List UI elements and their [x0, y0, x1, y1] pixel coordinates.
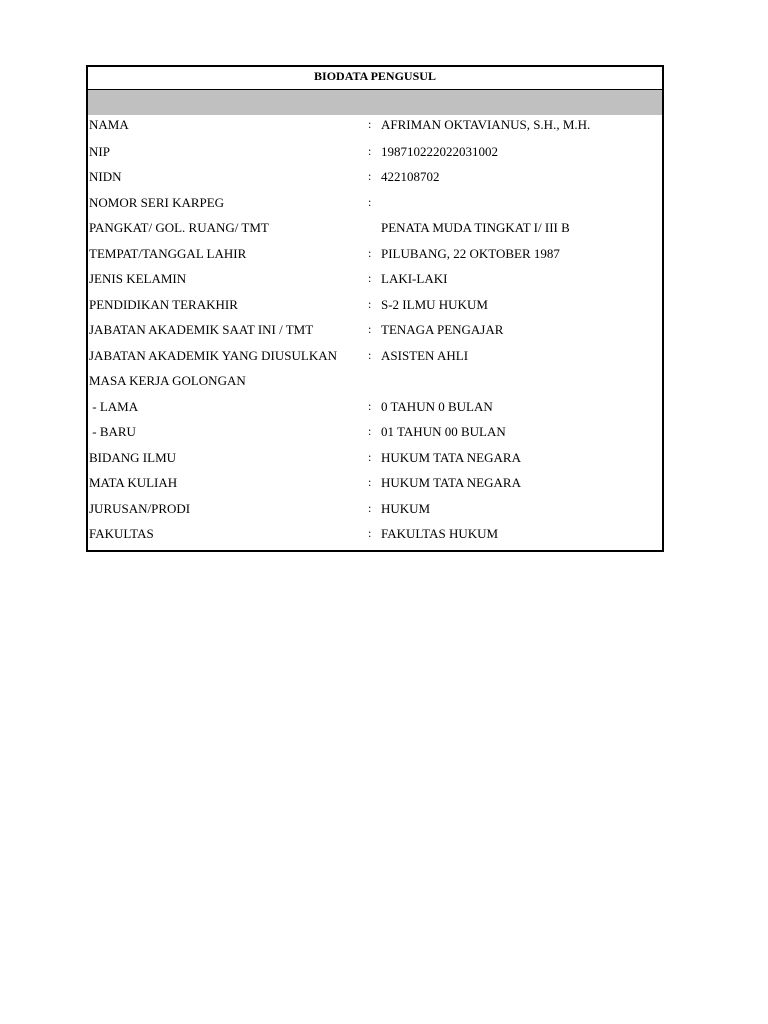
- field-separator: :: [368, 169, 372, 183]
- field-label: TEMPAT/TANGGAL LAHIR: [89, 245, 247, 261]
- field-label: NIDN: [89, 169, 122, 184]
- field-separator: :: [368, 117, 372, 131]
- field-label: NAMA: [89, 117, 129, 132]
- table-row: [88, 421, 662, 447]
- field-separator: :: [368, 398, 372, 413]
- field-separator: :: [368, 143, 372, 158]
- field-value: 422108702: [381, 169, 440, 184]
- field-value: AFRIMAN OKTAVIANUS, S.H., M.H.: [381, 117, 591, 132]
- field-separator: :: [368, 424, 372, 438]
- table-row: [88, 141, 662, 167]
- field-value: PENATA MUDA TINGKAT I/ III B: [381, 220, 570, 235]
- field-value: 0 TAHUN 0 BULAN: [381, 398, 493, 414]
- field-separator: :: [368, 347, 372, 362]
- table-row: [88, 370, 662, 396]
- field-separator: :: [368, 245, 372, 260]
- field-label: JURUSAN/PRODI: [89, 500, 191, 516]
- field-label: - LAMA: [89, 398, 139, 414]
- field-separator: :: [368, 475, 372, 489]
- table-row: [88, 243, 662, 269]
- table-row: [88, 268, 662, 294]
- field-value: HUKUM: [381, 500, 431, 516]
- field-separator: :: [368, 194, 372, 209]
- field-separator: :: [368, 449, 372, 464]
- field-value: FAKULTAS HUKUM: [381, 526, 499, 541]
- field-label: NIP: [89, 143, 110, 159]
- table-title: BIODATA PENGUSUL: [88, 67, 662, 90]
- field-label: - BARU: [89, 424, 136, 439]
- table-row: [88, 523, 662, 549]
- field-label: MASA KERJA GOLONGAN: [89, 373, 246, 388]
- field-label: MATA KULIAH: [89, 475, 178, 490]
- field-label: BIDANG ILMU: [89, 449, 177, 465]
- field-value: HUKUM TATA NEGARA: [381, 475, 521, 490]
- field-separator: :: [368, 500, 372, 515]
- field-value: TENAGA PENGAJAR: [381, 322, 504, 337]
- field-separator: :: [368, 322, 372, 336]
- field-value: PILUBANG, 22 OKTOBER 1987: [381, 245, 560, 261]
- field-value: LAKI-LAKI: [381, 271, 448, 286]
- table-row: [88, 192, 662, 218]
- field-value: ASISTEN AHLI: [381, 347, 469, 363]
- field-label: PENDIDIKAN TERAKHIR: [89, 296, 238, 312]
- field-value: S-2 ILMU HUKUM: [381, 296, 488, 312]
- table-row: [88, 166, 662, 192]
- field-label: FAKULTAS: [89, 526, 154, 541]
- table-row: [88, 498, 662, 524]
- field-value: HUKUM TATA NEGARA: [381, 449, 521, 465]
- field-value: 01 TAHUN 00 BULAN: [381, 424, 506, 439]
- field-separator: :: [368, 296, 372, 311]
- table-row: [88, 217, 662, 243]
- table-row: [88, 319, 662, 345]
- table-row: [88, 396, 662, 422]
- field-label: PANGKAT/ GOL. RUANG/ TMT: [89, 220, 269, 235]
- field-label: JENIS KELAMIN: [89, 271, 187, 286]
- field-separator: :: [368, 526, 372, 540]
- field-label: NOMOR SERI KARPEG: [89, 194, 225, 210]
- header-band: [88, 90, 662, 115]
- field-separator: :: [368, 271, 372, 285]
- table-row: [88, 472, 662, 498]
- table-row: [88, 447, 662, 473]
- biodata-table: [86, 65, 664, 552]
- biodata-rows: [88, 115, 662, 549]
- field-value: 198710222022031002: [381, 143, 498, 159]
- table-row: [88, 115, 662, 141]
- field-label: JABATAN AKADEMIK SAAT INI / TMT: [89, 322, 314, 337]
- table-row: [88, 345, 662, 371]
- field-label: JABATAN AKADEMIK YANG DIUSULKAN: [89, 347, 338, 363]
- table-row: [88, 294, 662, 320]
